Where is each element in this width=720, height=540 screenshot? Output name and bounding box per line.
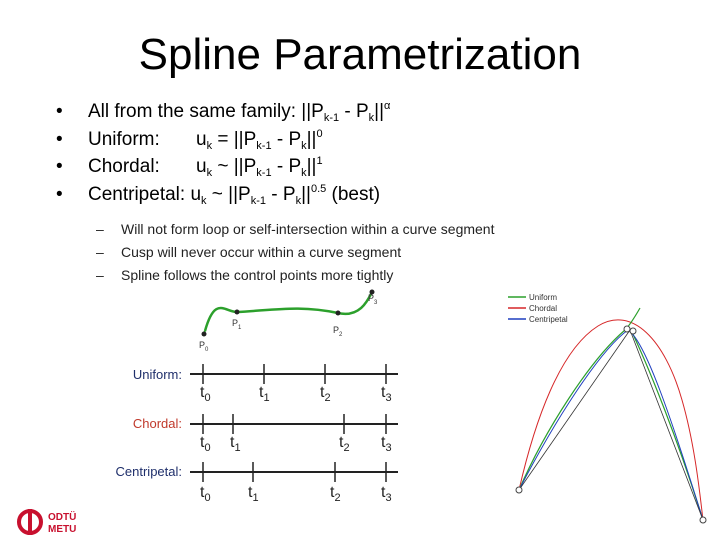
spline-curve — [205, 292, 372, 331]
formula: $u_k = ||P_{k-1} - P_k||^0$ — [196, 127, 323, 152]
formula: $u_k$ ~ $||P_{k-1} - P_k||^{0.5}$ — [190, 182, 327, 207]
tick-label: $t_3$ — [381, 434, 392, 454]
bullet-dot: • — [56, 101, 63, 122]
logo-mark — [14, 506, 94, 540]
tick-label: $t_3$ — [381, 484, 392, 504]
ctrl-point — [700, 517, 706, 523]
control-point-p0 — [202, 332, 207, 337]
legend-label-uniform: Uniform — [529, 293, 558, 302]
control-polygon — [519, 330, 630, 490]
legend-label-centripetal: Centripetal — [529, 315, 568, 324]
curve-comparison-figure — [508, 293, 706, 523]
formula: $u_k$ ~ $||P_{k-1} - P_k||^1$ — [196, 155, 323, 179]
svg-text:ODTÜ: ODTÜ — [48, 512, 77, 523]
control-point-p2 — [336, 311, 341, 316]
chordal-curve — [519, 320, 703, 520]
tick-label: $t_1$ — [259, 384, 270, 404]
tick-label: $t_2$ — [330, 484, 341, 504]
tick-label: $t_1$ — [230, 434, 241, 454]
centripetal-curve — [519, 330, 703, 520]
point-label-p0: $P_0$ — [199, 340, 209, 353]
bullet-dot: • — [56, 156, 63, 177]
tick-label: $t_3$ — [381, 384, 392, 404]
bullet-dot: • — [56, 128, 63, 150]
bullet-label: Uniform: — [88, 128, 160, 150]
point-label-p1: $P_1$ — [232, 318, 242, 331]
legend-label-chordal: Chordal — [529, 304, 558, 313]
row-label-uniform: Uniform: — [132, 367, 182, 382]
tick-label: $t_1$ — [248, 484, 259, 504]
ctrl-point — [630, 328, 636, 334]
tick-label: $t_0$ — [200, 384, 211, 404]
best-note: (best) — [326, 183, 381, 205]
bullet-dot: • — [56, 183, 63, 205]
tick-label: $t_0$ — [200, 484, 211, 504]
ctrl-point — [624, 326, 630, 332]
tick-label: $t_2$ — [339, 434, 350, 454]
ctrl-point — [516, 487, 522, 493]
point-label-p3: $P_3$ — [368, 293, 378, 306]
tick-label: $t_2$ — [320, 384, 331, 404]
slide-title: Spline Parametrization — [138, 30, 582, 79]
metu-logo — [14, 506, 94, 540]
formula: $||P_{k-1} - P_k||^\alpha$ — [301, 100, 391, 124]
bullet-label: Chordal: — [88, 156, 160, 177]
point-label-p2: $P_2$ — [333, 325, 343, 338]
bullet-label: Centripetal: — [88, 183, 186, 205]
uniform-curve — [519, 308, 703, 520]
control-point-p1 — [235, 310, 240, 315]
tick-label: $t_0$ — [200, 434, 211, 454]
row-label-chordal: Chordal: — [132, 416, 182, 431]
svg-text:METU: METU — [48, 524, 77, 535]
row-label-centripetal: Centripetal: — [115, 464, 182, 479]
bullet-label: All from the same family: — [88, 101, 296, 122]
